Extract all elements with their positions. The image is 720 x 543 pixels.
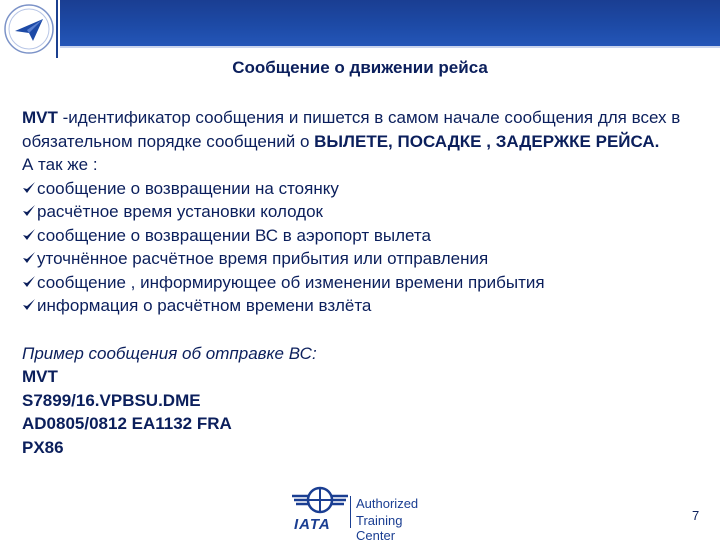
logo-subtitle-authorized: Authorized — [356, 496, 419, 511]
list-item: сообщение о возвращении на стоянку — [22, 177, 712, 201]
logo-subtitle-training-center: Training Center — [356, 513, 403, 543]
intro-text: -идентификатор сообщения и пишется в самом начале сообщения для всех в обязательном порядке сообщений о — [22, 108, 681, 151]
checkmark-icon — [22, 275, 36, 289]
slide-title: Сообщение о движении рейса — [232, 58, 488, 77]
example-line: PX86 — [22, 437, 64, 457]
intro-events: ВЫЛЕТЕ, ПОСАДКЕ , ЗАДЕРЖКЕ РЕЙСА. — [314, 131, 660, 151]
logo-divider — [350, 496, 351, 528]
paper-plane-emblem-icon — [3, 3, 55, 55]
iata-logo — [282, 482, 432, 543]
example-label: Пример сообщения об отправке ВС: — [22, 343, 317, 363]
intro-paragraph — [22, 106, 712, 153]
example-line: MVT — [22, 367, 58, 386]
header-band — [60, 0, 720, 46]
list-item: уточнённое расчётное время прибытия или отправления — [22, 247, 712, 271]
list-item: сообщение , информирующее об изменении времени прибытия — [22, 271, 712, 295]
page-number: 7 — [692, 508, 700, 523]
checkmark-icon — [22, 228, 36, 242]
globe-wings-icon — [290, 482, 350, 516]
iata-wordmark: IATA — [294, 516, 331, 533]
checkmark-icon — [22, 204, 36, 218]
example-line: AD0805/0812 EA1132 FRA — [22, 414, 232, 433]
list-item: расчётное время установки колодок — [22, 200, 712, 224]
also-label: А так же : — [22, 155, 98, 174]
list-item: информация о расчётном времени взлёта — [22, 294, 712, 318]
slide-content — [22, 106, 712, 459]
header-band-line — [60, 46, 720, 48]
spacer — [22, 318, 712, 342]
top-bar — [0, 0, 720, 60]
message-types-list — [22, 177, 712, 318]
checkmark-icon — [22, 298, 36, 312]
example-line: S7899/16.VPBSU.DME — [22, 390, 201, 410]
checkmark-icon — [22, 181, 36, 195]
checkmark-icon — [22, 251, 36, 265]
mvt-term: MVT — [22, 108, 58, 127]
list-item: сообщение о возвращении ВС в аэропорт вылета — [22, 224, 712, 248]
emblem-logo — [0, 0, 58, 58]
